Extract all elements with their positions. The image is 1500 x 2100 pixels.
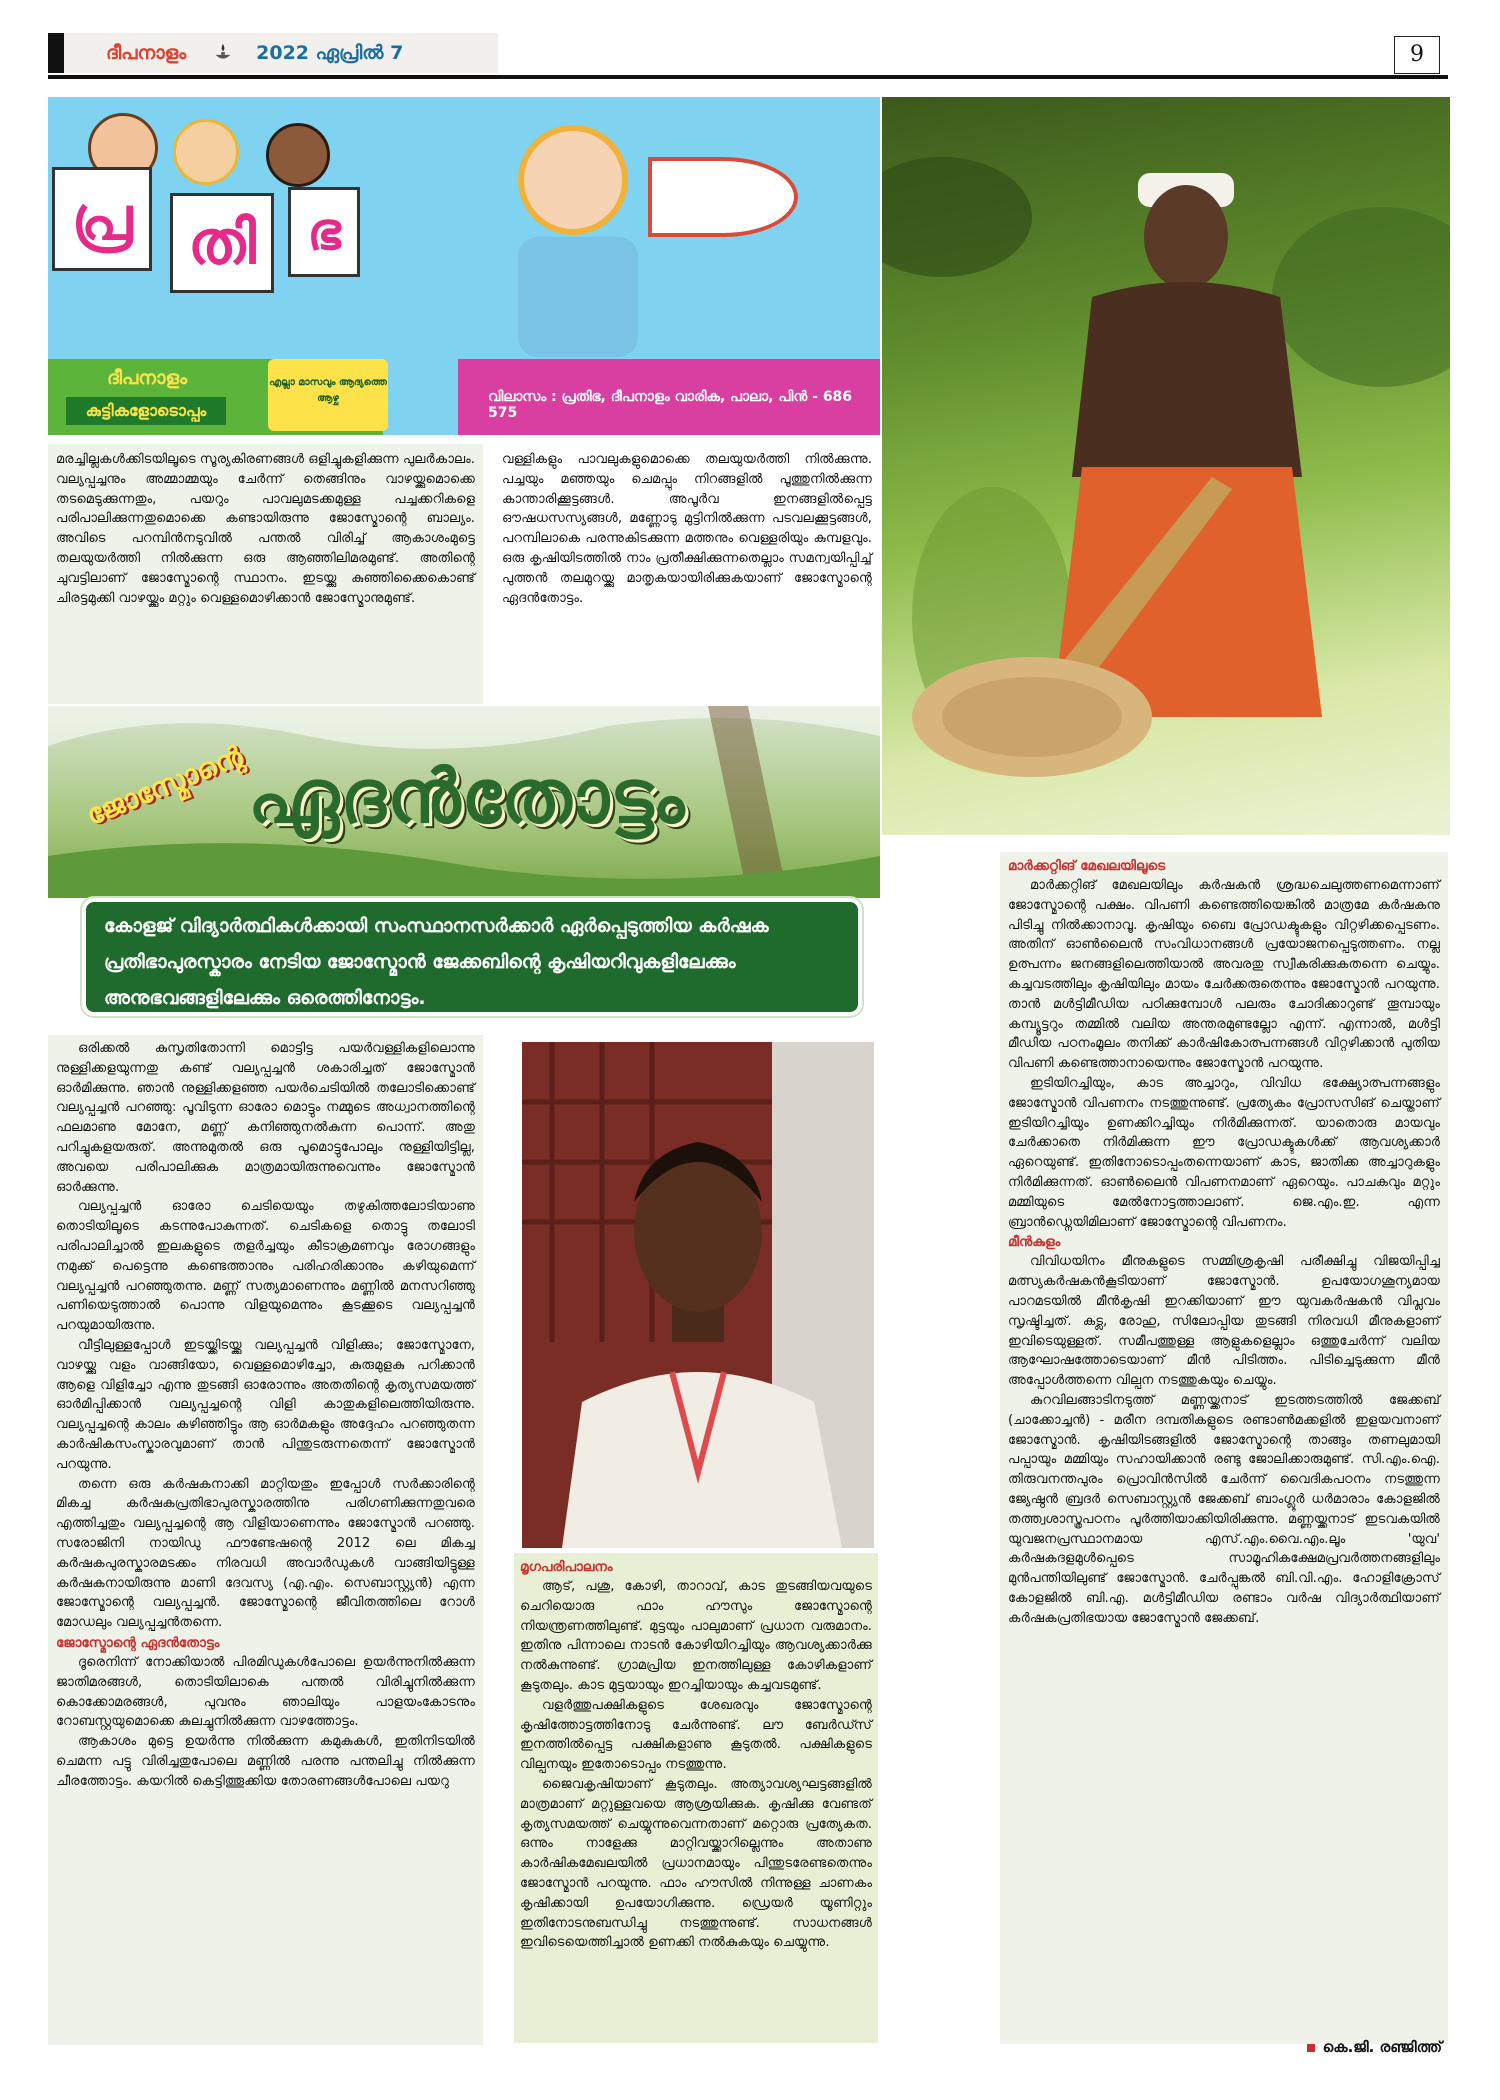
prathibha-banner	[48, 97, 880, 435]
section-heading-marketing: മാർക്കറ്റിങ് മേഖലയിലൂടെ	[1008, 858, 1166, 874]
letter-pra: പ്ര	[71, 184, 133, 254]
header-rule	[48, 75, 1448, 79]
byline-square-icon	[1307, 2044, 1315, 2052]
brand-subtitle: കുട്ടികളോടൊപ്പം	[66, 397, 226, 425]
article-column-1	[48, 1035, 483, 2045]
title-kicker: ജോസ്മോന്റെ	[81, 739, 248, 832]
col1-paragraph: വല്യപ്പച്ചൻ ഓരോ ചെടിയെയും തഴുകിത്തലോടിയാണു തൊടിയിലൂടെ കടന്നുപോകുന്നത്. ചെടികളെ തൊട്ടു തലോടി പരിപാലിച്ചാൽ ഇലകളുടെ തളർച്ചയും കീടാക്രമണവും രോഗങ്ങളും നമുക്ക് പെട്ടെന്നു കണ്ടെത്താനും പരിഹരിക്കാനും കഴിയുമെന്ന് വല്യപ്പച്ചൻ പറഞ്ഞുതന്നു. മണ്ണ് സത്യമാണെന്നും മണ്ണിൽ മനസറിഞ്ഞു പണിയെടുത്താൽ പൊന്നു വിളയുമെന്നും കൂടക്കൂടെ വല്യപ്പച്ചൻ പറയുമായിരുന്നു.	[56, 1199, 475, 1334]
letter-thi: തി	[188, 208, 256, 278]
kid-illustration-3	[266, 123, 330, 187]
standfirst-line-3: അനുഭവങ്ങളിലേക്കും ഒരെത്തിനോട്ടം.	[104, 987, 426, 1009]
col1-paragraph: ഒരിക്കൽ കുസൃതിതോന്നി മൊട്ടിട്ട പയർവള്ളികളിലൊന്നു നുള്ളിക്കളയുന്നതു കണ്ട് വല്യപ്പച്ചൻ ശകാരിച്ചത് ജോസ്മോൻ ഓർമിക്കുന്നു. ഞാൻ നുള്ളിക്കളഞ്ഞ പയർചെടിയിൽ തലോടിക്കൊണ്ട് വല്യപ്പച്ചൻ പറഞ്ഞു: പൂവിടുന്ന ഓരോ മൊട്ടും നമ്മുടെ അധ്വാനത്തിന്റെ ഫലമാണു മോനേ, മണ്ണ് കനിഞ്ഞുനൽകുന്ന പൊന്ന്. അതു പറിച്ചുകളയരുത്. അന്നുമുതൽ ഒരു പൂമൊട്ടുപോലും നുള്ളിയിട്ടില്ല, അവയെ പരിപാലിക്കുക മാത്രമായിരുന്നുവെന്നും ജോസ്മോൻ ഓർക്കുന്നു.	[56, 1041, 475, 1195]
letter-sign-2	[170, 193, 274, 293]
header-tab	[48, 33, 64, 73]
col3-paragraph: കുറവിലങ്ങാടിനടുത്ത് മണ്ണയ്ക്കനാട് ഇടത്തടത്തിൽ ജേക്കബ് (ചാക്കോച്ചൻ) - മരീന ദമ്പതികളുടെ രണ്ടാൺമക്കളിൽ ഇളയവനാണ് ജോസ്മോൻ. കൃഷിയിടങ്ങളിൽ ജോസ്മോന്റെ താങ്ങും തണലുമായി പപ്പായും മമ്മിയും സഹായിക്കാൻ രണ്ടു ജോലിക്കാരുമുണ്ട്. സി.എം.ഐ. തിരുവനന്തപുരം പ്രൊവിൻസിൽ ചേർന്ന് വൈദികപഠനം നടത്തുന്ന ജ്യേഷ്ഠൻ ബ്രദർ സെബാസ്റ്റ്യൻ ജേക്കബ് ബാംഗ്ലൂർ ധർമാരാം കോളജിൽ തത്ത്വശാസ്ത്രപഠനം പൂർത്തിയാക്കിയിരിക്കുന്നു. മണ്ണയ്ക്കനാട് ഇടവകയിൽ യുവജനപ്രസ്ഥാനമായ എസ്.എം.വൈ.എം.ലൂം 'യുവ' കർഷകദളമുൾപ്പെടെ സാമൂഹികക്ഷേമപ്രവർത്തനങ്ങളിലും മുൻപന്തിയിലുണ്ട് ജോസ്മോൻ. ചേർപ്പുങ്കൽ ബി.വി.എം. ഹോളിക്രോസ് കോളജിൽ ബി.എ. മൾട്ടിമീഡിയ രണ്ടാം വർഷ വിദ്യാർത്ഥിയാണ് കർഷകപ്രതിഭയായ ജോസ്മോൻ ജേക്കബ്.	[1008, 1392, 1440, 1626]
section-heading-animal-care: മൃഗപരിപാലനം	[520, 1559, 613, 1575]
schedule-note: എല്ലാ മാസവും ആദ്യത്തെ ആഴ്ച	[268, 359, 388, 431]
brand-title: ദീപനാളം	[106, 367, 188, 389]
issue-date: 2022 ഏപ്രിൽ 7	[256, 42, 404, 64]
author-byline	[1272, 2038, 1442, 2056]
col2-paragraph: ജൈവകൃഷിയാണ് കൂടുതലും. അത്യാവശ്യഘട്ടങ്ങളിൽ മാത്രമാണ് മറ്റുള്ളവയെ ആശ്രയിക്കുക. കൃഷിക്കു വേണ്ടത് കൃത്യസമയത്ത് ചെയ്യുന്നുവെന്നതാണ് മറ്റൊരു പ്രത്യേകത. ഒന്നും നാളേക്കു മാറ്റിവയ്ക്കാറില്ലെന്നും അതാണു കാർഷികമേഖലയിൽ പ്രധാനമായും പിന്തുടരേണ്ടതെന്നും ജോസ്മോൻ പറയുന്നു. ഫാം ഹൗസിൽ നിന്നുള്ള ചാണകം കൃഷിക്കായി ഉപയോഗിക്കുന്നു. ഡ്രെയർ യൂണിറ്റും ഇതിനോടനുബന്ധിച്ചു നടത്തുന്നുണ്ട്. സാധനങ്ങൾ ഇവിടെയെത്തിച്ചാൽ ഉണക്കി നൽകുകയും ചെയ്യുന്നു.	[520, 1776, 872, 1951]
article-column-2	[514, 1553, 878, 2043]
col2-paragraph: ആട്, പശു, കോഴി, താറാവ്, കാട തുടങ്ങിയവയുടെ ചെറിയൊരു ഫാം ഹൗസും ജോസ്മോന്റെ നിയന്ത്രണത്തിലുണ്ട്. മുട്ടയും പാലുമാണ് പ്രധാന വരുമാനം. ഇതിനു പിന്നാലെ നാടൻ കോഴിയിറച്ചിയും ആവശ്യക്കാർക്കു നൽകുന്നുണ്ട്. ഗ്രാമപ്രിയ ഇനത്തിലുള്ള കോഴികളാണ് കൂടുതലും. കാട മുട്ടയായും ഇറച്ചിയായും കച്ചവടമുണ്ട്.	[520, 1579, 872, 1693]
girl-megaphone-illustration	[518, 125, 628, 235]
letter-bha: ഭ	[307, 201, 341, 262]
col3-paragraph: വിവിധയിനം മീനുകളുടെ സമ്മിശ്രകൃഷി പരീക്ഷിച്ചു വിജയിപ്പിച്ച മത്സ്യകർഷകൻകൂടിയാണ് ജോസ്മോൻ. ഉപയോഗശൂന്യമായ പാറമടയിൽ മീൻകൃഷി ഇറക്കിയാണ് ഈ യുവകർഷകൻ വിപ്ലവം സൃഷ്ടിച്ചത്. കട്ല, രോഹു, സിലോപ്പിയ തുടങ്ങി നിരവധി മീനുകളാണ് ഇവിടെയുള്ളത്. സമീപത്തുള്ള ആളുകളെല്ലാം ഒത്തുചേർന്ന് വലിയ ആഘോഷത്തോടെയാണ് മീൻ പിടിത്തം. പിടിച്ചെടുക്കുന്ന മീൻ അപ്പോൾത്തന്നെ വില്പന നടത്തുകയും ചെയ്യും.	[1008, 1254, 1440, 1389]
col3-paragraph: മാർക്കറ്റിങ് മേഖലയിലും കർഷകൻ ശ്രദ്ധചെലുത്തണമെന്നാണ് ജോസ്മോന്റെ പക്ഷം. വിപണി കണ്ടെത്തിയെങ്കിൽ മാത്രമേ കർഷകനു പിടിച്ചു നിൽക്കാനാവൂ. കൃഷിയും ബൈ പ്രോഡക്ടുകളും വിറ്റഴിക്കപ്പെടണം. അതിന് ഓൺലൈൻ സംവിധാനങ്ങൾ പ്രയോജനപ്പെടുത്തണം. നല്ല ഉത്പന്നം ജനങ്ങളിലെത്തിയാൽ അവരതു സ്വീകരിക്കുകതന്നെ ചെയ്യും. കച്ചവടത്തിലും കൃഷിയിലും മായം ചേർക്കരുതെന്നും ജോസ്മോൻ പറയുന്നു. താൻ മൾട്ടിമീഡിയ പഠിക്കുമ്പോൾ പലരും ചോദിക്കാറുണ്ട് തൂമ്പായും കമ്പ്യൂട്ടറും തമ്മിൽ വലിയ അന്തരമുണ്ടല്ലോ എന്ന്. എന്നാൽ, മൾട്ടി മീഡിയ പഠനംമൂലം തനിക്ക് കാർഷികോത്പന്നങ്ങൾ വിറ്റഴിക്കാൻ പുതിയ വിപണി കണ്ടെത്താനായെന്നും ജോസ്മോൻ പറയുന്നു.	[1008, 878, 1440, 1072]
address-line: വിലാസം : പ്രതിഭ, ദീപനാളം വാരിക, പാലാ, പിൻ - 686 575	[488, 389, 853, 421]
intro-column-2	[498, 444, 876, 702]
farmer-photo	[882, 97, 1450, 835]
masthead-strip	[64, 33, 498, 73]
intro-paragraph-2: വള്ളികളും പാവലുകളുമൊക്കെ തലയുയർത്തി നിൽക്കുന്നു. പച്ചയും മഞ്ഞയും ചെമപ്പും നിറങ്ങളിൽ പൂത്തുനിൽക്കുന്ന കാന്താരിക്കൂട്ടങ്ങൾ. അപൂർവ ഇനങ്ങളിൽപ്പെട്ട ഔഷധസസ്യങ്ങൾ, മണ്ണോടു മുട്ടിനിൽക്കുന്ന പടവലക്കൂട്ടങ്ങൾ, പറമ്പിലാകെ പരന്നുകിടക്കുന്ന മത്തനും വെള്ളരിയും കുമ്പളവും. ഒരു കൃഷിയിടത്തിൽ നാം പ്രതീക്ഷിക്കുന്നതെല്ലാം സമന്വയിപ്പിച്ച് പുത്തൻ തലമുറയ്ക്കു മാതൃകയായിരിക്കുകയാണ് ജോസ്മോന്റെ ഏദൻതോട്ടം.	[502, 452, 872, 606]
publication-name: ദീപനാളം	[106, 42, 187, 64]
letter-sign-3	[288, 187, 360, 277]
article-column-3	[1000, 852, 1448, 2044]
standfirst-line-2: പ്രതിഭാപുരസ്കാരം നേടിയ ജോസ്മോൻ ജേക്കബിന്റെ കൃഷിയറിവുകളിലേക്കും	[104, 951, 736, 973]
standfirst-box	[82, 898, 862, 1016]
portrait-photo	[522, 1042, 874, 1548]
megaphone-icon	[648, 157, 798, 237]
section-heading-garden: ജോസ്മോന്റെ ഏദൻതോട്ടം	[56, 1634, 220, 1651]
author-name: കെ.ജി. രഞ്ജിത്ത്	[1322, 2038, 1442, 2056]
page-number: 9	[1394, 36, 1440, 74]
intro-column-1	[48, 444, 483, 704]
standfirst-line-1: കോളജ് വിദ്യാർത്ഥികൾക്കായി സംസ്ഥാനസർക്കാർ ഏർപ്പെടുത്തിയ കർഷക	[104, 915, 769, 937]
girl-dress	[518, 237, 638, 357]
portrait-drawing	[522, 1042, 874, 1548]
col2-paragraph: വളർത്തുപക്ഷികളുടെ ശേഖരവും ജോസ്മോന്റെ കൃഷിത്തോട്ടത്തിനോടു ചേർന്നുണ്ട്. ലൗ ബേർഡ്സ് ഇനത്തിൽപ്പെട്ട പക്ഷികളാണു കൂടുതൽ. പക്ഷികളുടെ വില്പനയും ഇതോടൊപ്പം നടത്തുന്നു.	[520, 1697, 872, 1773]
section-heading-fish-pond: മീൻകുളം	[1008, 1234, 1061, 1251]
col1-paragraph: ആകാശം മുട്ടെ ഉയർന്നു നിൽക്കുന്ന കമുകുകൾ, ഇതിനിടയിൽ ചെമന്ന പട്ടു വിരിച്ചതുപോലെ മണ്ണിൽ പരന്നു പന്തലിച്ചു നിൽക്കുന്ന ചീരത്തോട്ടം. കയറിൽ കെട്ടിത്തൂക്കിയ തോരണങ്ങൾപോലെ പയറു	[56, 1734, 475, 1789]
title-area	[48, 706, 880, 898]
letter-sign-1	[52, 167, 152, 271]
col3-paragraph: ഇടിയിറച്ചിയും, കാട അച്ചാറും, വിവിധ ഭക്ഷ്യോത്പന്നങ്ങളും ജോസ്മോൻ വിപണനം നടത്തുന്നുണ്ട്. പ്രത്യേകം പ്രോസസിങ് ചെയ്താണ് ഇടിയിറച്ചിയും ഉണക്കിറച്ചിയും നിർമിക്കുന്നത്. യാതൊരു മായവും ചേർക്കാതെ നിർമിക്കുന്ന ഈ പ്രോഡക്ടുകൾക്ക് ആവശ്യക്കാർ ഏറെയുണ്ട്. ഇതിനോടൊപ്പംതന്നെയാണ് കാട, ജാതിക്ക അച്ചാറുകളും നിർമിക്കുന്നത്. ഓൺലൈൻ വിപണനമാണ് ഏറെയും. പാചകവും മറ്റും മമ്മിയുടെ മേൽനോട്ടത്താലാണ്. ജെ.എം.ഇ. എന്ന ബ്രാൻഡ്നെയിമിലാണ് ജോസ്മോന്റെ വിപണനം.	[1008, 1075, 1440, 1230]
col1-paragraph: വീട്ടിലുള്ളപ്പോൾ ഇടയ്ക്കിടയ്ക്കു വല്യപ്പച്ചൻ വിളിക്കും; ജോസ്മോനേ, വാഴയ്ക്കു വളം വാങ്ങിയോ, വെള്ളമൊഴിച്ചോ, കുരുമുളകു പറിക്കാൻ ആളെ വിളിച്ചോ എന്നു തുടങ്ങി ഓരോന്നും അതതിന്റെ കൃത്യസമയത്ത് ഓർമിപ്പിക്കാൻ വല്യപ്പച്ചന്റെ വിളി കാതുകളിലെത്തിയിരുന്നു. വല്യപ്പച്ചന്റെ കാലം കഴിഞ്ഞിട്ടും ആ ഓർമകളും അദ്ദേഹം പറഞ്ഞുതന്ന കാർഷികസംസ്കാരവുമാണ് താൻ പിന്തുടരുന്നതെന്ന് ജോസ്മോൻ പറയുന്നു.	[56, 1337, 475, 1472]
intro-paragraph-1: മരച്ചില്ലകൾക്കിടയിലൂടെ സൂര്യകിരണങ്ങൾ ഒളിച്ചുകളിക്കുന്ന പുലർകാലം. വല്യപ്പച്ചനും അമ്മാമ്മയും ചേർന്ന് തെങ്ങിനും വാഴയ്ക്കുമൊക്കെ തടമെടുക്കുന്നതും, പയറും പാവലുമടക്കമുള്ള പച്ചക്കറികളെ പരിപാലിക്കുന്നതുമൊക്കെ കണ്ടായിരുന്നു ജോസ്മോന്റെ ബാല്യം. അവിടെ പറമ്പിൻനടുവിൽ പന്തൽ വിരിച്ച് ആകാശംമുട്ടെ തലയുയർത്തി നിൽക്കുന്ന ഒരു ആഞ്ഞിലിമരമുണ്ട്. അതിന്റെ ചുവട്ടിലാണ് ജോസ്മോന്റെ സ്ഥാനം. ഇടയ്ക്കു കുഞ്ഞിക്കൈകൊണ്ട് ചിരട്ടമുക്കി വാഴയ്ക്കും മറ്റും വെള്ളമൊഴിക്കാൻ ജോസ്മോനുമുണ്ട്.	[56, 452, 475, 606]
farmer-photo-drawing	[882, 97, 1450, 835]
col1-paragraph: ദൂരെനിന്ന് നോക്കിയാൽ പിരമിഡുകൾപോലെ ഉയർന്നുനിൽക്കുന്ന ജാതിമരങ്ങൾ, തൊടിയിലാകെ പന്തൽ വിരിച്ചുനിൽക്കുന്ന കൊക്കോമരങ്ങൾ, പുവനും ഞാലിയും പാളയംകോടനും റോബസ്റ്റയുമൊക്കെ കുലച്ചുനിൽക്കുന്ന വാഴത്തോട്ടം.	[56, 1654, 475, 1730]
kid-illustration-2	[173, 119, 239, 185]
main-title: ഏദൻതോട്ടം	[248, 754, 686, 840]
col1-paragraph: തന്നെ ഒരു കർഷകനാക്കി മാറ്റിയതും ഇപ്പോൾ സർക്കാരിന്റെ മികച്ച കർഷകപ്രതിഭാപുരസ്കാരത്തിനു പരിഗണിക്കുന്നതുവരെ എത്തിച്ചതും വല്യപ്പച്ചന്റെ ആ വിളിയാണെന്നും ജോസ്മോൻ പറഞ്ഞു. സരോജിനി നായിഡു ഫൗണ്ടേഷന്റെ 2012 ലെ മികച്ച കർഷകപുരസ്കാരമടക്കം നിരവധി അവാർഡുകൾ വാങ്ങിയിട്ടുള്ള കർഷകനായിരുന്നു മാണി ദേവസ്യ (എ.എം. സെബാസ്റ്റ്യൻ) എന്ന ജോസ്മോന്റെ വല്യപ്പച്ചൻ. ജോസ്മോന്റെ ജീവിതത്തിലെ റോൾ മോഡലും വല്യപ്പച്ചൻതന്നെ.	[56, 1476, 475, 1631]
oil-lamp-icon	[212, 42, 234, 64]
